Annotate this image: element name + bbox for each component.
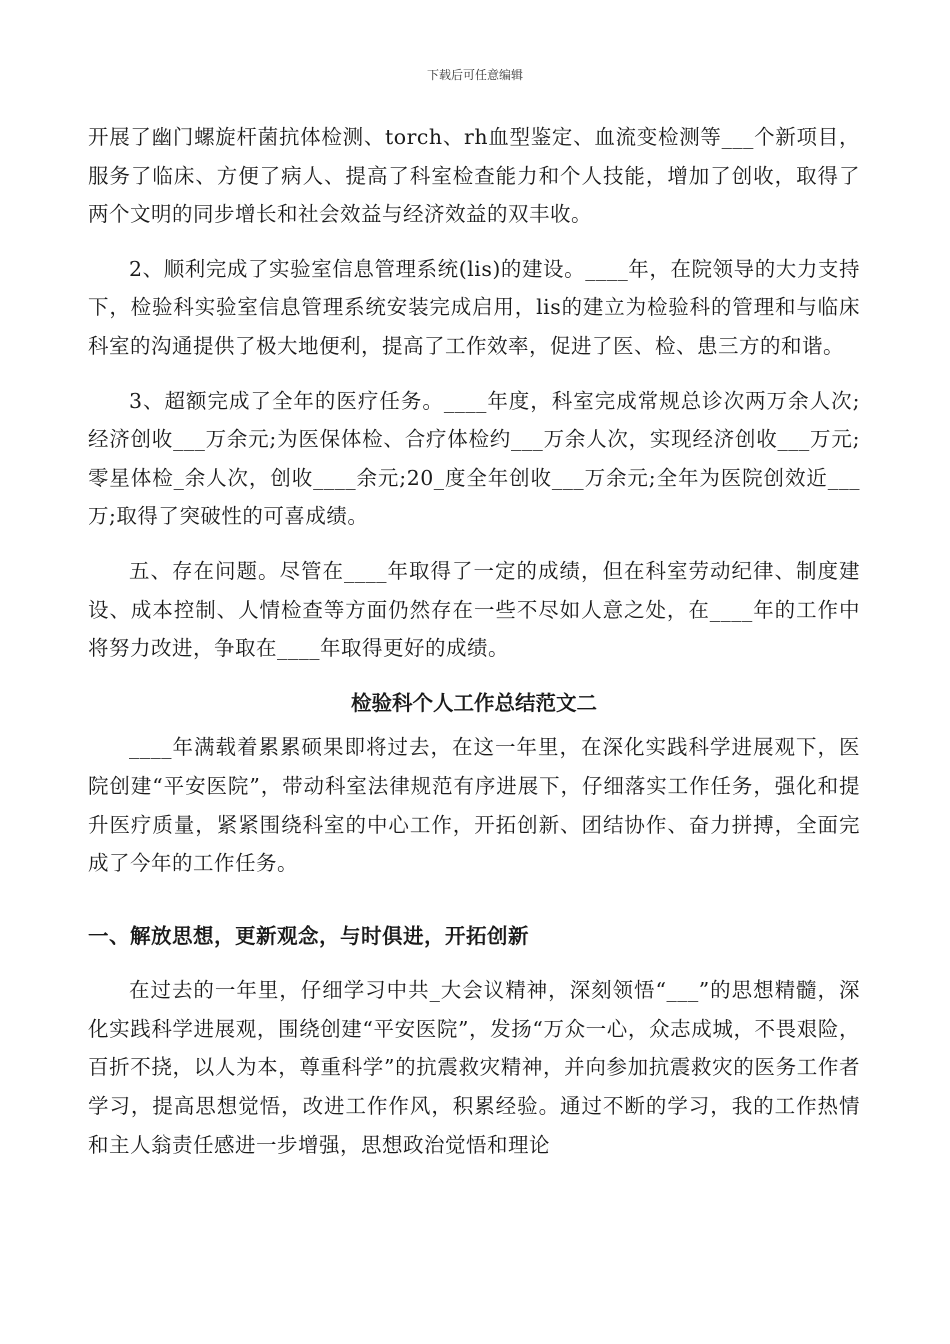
paragraph-intro: ____年满载着累累硕果即将过去，在这一年里，在深化实践科学进展观下，医院创建“平安医院”，带动科室法律规范有序进展下，仔细落实工作任务，强化和提升医疗质量，紧紧围绕科室的中心工作，开拓创新、团结协作、奋力拼搏，全面完成了今年的工作任务。 <box>88 735 860 876</box>
page-header: 下载后可任意编辑 <box>426 68 523 82</box>
paragraph-lis-system: 2、顺利完成了实验室信息管理系统(lis)的建设。____年，在院领导的大力支持下，检验科实验室信息管理系统安装完成启用，lis的建立为检验科的管理和与临床科室的沟通提供了极大地便利，提高了工作效率，促进了医、检、患三方的和谐。 <box>88 256 860 358</box>
paragraph-medical-tasks: 3、超额完成了全年的医疗任务。____年度，科室完成常规总诊次两万余人次;经济创收___万余元;为医保体检、合疗体检约___万余人次，实现经济创收___万元;零星体检_余人次，创收____余元;20_度全年创收___万余元;全年为医院创效近___万;取得了突破性的可喜成绩。 <box>88 388 860 529</box>
paragraph-continuation: 开展了幽门螺旋杆菌抗体检测、torch、rh血型鉴定、血流变检测等___个新项目，服务了临床、方便了病人、提高了科室检查能力和个人技能，增加了创收，取得了两个文明的同步增长和社会效益与经济效益的双丰收。 <box>88 125 860 227</box>
paragraph-study: 在过去的一年里，仔细学习中共_大会议精神，深刻领悟“___”的思想精髓，深化实践科学进展观，围绕创建“平安医院”，发扬“万众一心，众志成城，不畏艰险，百折不挠，以人为本，尊重科学”的抗震救灾精神，并向参加抗震救灾的医务工作者学习，提高思想觉悟，改进工作作风，积累经验。通过不断的学习，我的工作热情和主人翁责任感进一步增强，思想政治觉悟和理论 <box>88 978 860 1157</box>
section-heading: 一、解放思想，更新观念，与时俱进，开拓创新 <box>88 923 529 948</box>
paragraph-existing-problems: 五、存在问题。尽管在____年取得了一定的成绩，但在科室劳动纪律、制度建设、成本控制、人情检查等方面仍然存在一些不尽如人意之处，在____年的工作中将努力改进，争取在____年取得更好的成绩。 <box>88 558 860 661</box>
section-title: 检验科个人工作总结范文二 <box>351 690 597 715</box>
document-body <box>88 118 860 1164</box>
